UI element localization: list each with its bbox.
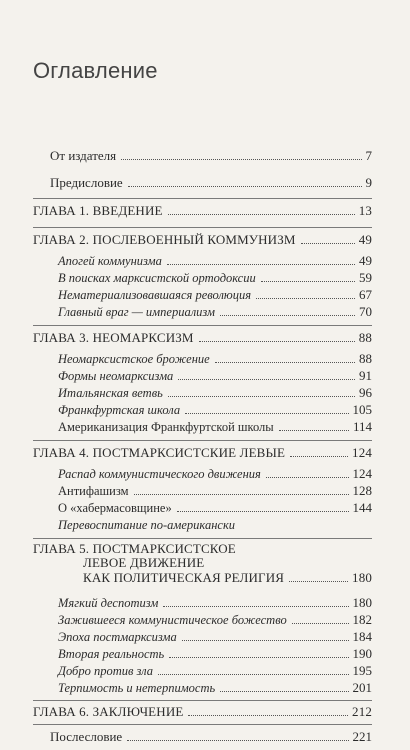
leader-dots [177, 511, 349, 512]
toc-entry-section[interactable] [58, 500, 372, 516]
toc-entry-section[interactable] [58, 351, 372, 367]
entry-title: Апогей коммунизма [58, 254, 162, 268]
entry-title: ГЛАВА 4. ПОСТМАРКСИСТСКИЕ ЛЕВЫЕ [33, 445, 286, 460]
entry-title: Перевоспитание по-американски [58, 518, 236, 532]
entry-page: 7 [365, 148, 372, 163]
entry-title: ГЛАВА 2. ПОСЛЕВОЕННЫЙ КОММУНИЗМ [33, 232, 296, 247]
leader-dots [290, 456, 348, 457]
toc-entry-section[interactable] [58, 483, 372, 499]
section-divider [33, 724, 372, 725]
toc-heading: Оглавление [33, 58, 158, 83]
entry-page: 184 [352, 629, 372, 644]
entry-page: 190 [352, 646, 372, 661]
entry-page: 180 [352, 570, 372, 585]
entry-title: Нематериализовавшаяся революция [58, 288, 252, 302]
toc-entry-section[interactable] [58, 663, 372, 679]
toc-entry-chapter-2[interactable] [33, 232, 372, 248]
entry-page: 96 [359, 385, 372, 400]
leader-dots [188, 715, 348, 716]
toc-entry-chapter-3[interactable] [33, 330, 372, 346]
entry-page: 67 [359, 287, 372, 302]
toc-entry-section[interactable] [58, 304, 372, 320]
leader-dots [266, 477, 349, 478]
leader-dots [167, 264, 355, 265]
toc-entry-section[interactable] [58, 629, 372, 645]
entry-page: 182 [352, 612, 372, 627]
entry-title: Франкфуртская школа [58, 403, 181, 417]
leader-dots [220, 315, 355, 316]
entry-title: От издателя [50, 148, 117, 163]
leader-dots [134, 494, 349, 495]
toc-entry-chapter-6[interactable] [33, 704, 372, 720]
entry-page: 91 [359, 368, 372, 383]
entry-title: ГЛАВА 1. ВВЕДЕНИЕ [33, 203, 163, 218]
entry-title: Предисловие [50, 175, 123, 190]
toc-entry-section[interactable] [58, 612, 372, 628]
section-divider [33, 538, 372, 539]
entry-page: 13 [358, 203, 372, 218]
entry-title: Вторая реальность [58, 647, 165, 661]
toc-entry-chapter-4[interactable] [33, 445, 372, 461]
toc-entry-front-publisher[interactable] [50, 148, 372, 164]
entry-title: Формы неомарксизма [58, 369, 174, 383]
toc-entry-chapter-5[interactable] [33, 542, 372, 586]
leader-dots [121, 159, 361, 160]
leader-dots [128, 186, 362, 187]
toc-entry-section[interactable] [58, 270, 372, 286]
toc-entry-section[interactable] [58, 466, 372, 482]
entry-page: 212 [352, 704, 372, 719]
section-divider [33, 198, 372, 199]
entry-title: Мягкий деспотизм [58, 596, 159, 610]
leader-dots [220, 691, 348, 692]
entry-title: Зажившееся коммунистическое божество [58, 613, 287, 627]
toc-entry-section[interactable] [58, 646, 372, 662]
entry-title-line: ГЛАВА 5. ПОСТМАРКСИСТСКОЕ [33, 541, 236, 556]
toc-entry-section[interactable] [58, 419, 372, 435]
entry-page: 114 [352, 419, 372, 434]
entry-title: Распад коммунистического движения [58, 467, 261, 481]
entry-title: Итальянская ветвь [58, 386, 163, 400]
entry-title: Добро против зла [58, 664, 153, 678]
leader-dots [292, 623, 349, 624]
leader-dots [279, 430, 349, 431]
toc-entry-section[interactable] [58, 402, 372, 418]
entry-page: 49 [358, 232, 372, 247]
toc-entry-chapter-1[interactable] [33, 203, 372, 219]
entry-title-line: ЛЕВОЕ ДВИЖЕНИЕ [83, 555, 205, 570]
entry-page: 88 [359, 351, 372, 366]
entry-page: 105 [352, 402, 372, 417]
entry-page: 59 [359, 270, 372, 285]
entry-page: 88 [358, 330, 372, 345]
entry-title: Эпоха постмарксизма [58, 630, 177, 644]
entry-page: 70 [359, 304, 372, 319]
leader-dots [261, 281, 355, 282]
leader-dots [182, 640, 349, 641]
entry-title: ГЛАВА 3. НЕОМАРКСИЗМ [33, 330, 194, 345]
entry-title: Неомарксистское брожение [58, 352, 210, 366]
section-divider [33, 325, 372, 326]
toc-entry-section[interactable] [58, 680, 372, 696]
entry-title: ГЛАВА 6. ЗАКЛЮЧЕНИЕ [33, 704, 184, 719]
entry-page: 195 [352, 663, 372, 678]
leader-dots [256, 298, 355, 299]
entry-title: Американизация Франкфуртской школы [58, 420, 274, 434]
leader-dots [185, 413, 348, 414]
entry-page: 180 [352, 595, 372, 610]
toc-entry-section[interactable] [58, 517, 372, 533]
leader-dots [199, 341, 355, 342]
toc-entry-afterword[interactable] [50, 729, 372, 745]
leader-dots [127, 740, 348, 741]
leader-dots [163, 606, 348, 607]
leader-dots [289, 581, 348, 582]
entry-title: Послесловие [50, 729, 123, 744]
entry-page: 49 [359, 253, 372, 268]
entry-title: Терпимость и нетерпимость [58, 681, 216, 695]
leader-dots [169, 657, 348, 658]
leader-dots [168, 214, 355, 215]
toc-entry-section[interactable] [58, 595, 372, 611]
entry-page: 9 [365, 175, 372, 190]
leader-dots [215, 362, 355, 363]
entry-title: Антифашизм [58, 484, 129, 498]
entry-title: О «хабермасовщине» [58, 501, 172, 515]
entry-page: 221 [352, 729, 372, 744]
toc-entry-section[interactable] [58, 253, 372, 269]
leader-dots [301, 243, 355, 244]
section-divider [33, 440, 372, 441]
entry-page: 124 [352, 466, 372, 481]
leader-dots [178, 379, 355, 380]
entry-title: Главный враг — империализм [58, 305, 215, 319]
toc-entry-section[interactable] [58, 385, 372, 401]
entry-title: В поисках марксистской ортодоксии [58, 271, 256, 285]
leader-dots [168, 396, 355, 397]
entry-page: 128 [352, 483, 372, 498]
entry-page: 144 [352, 500, 372, 515]
section-divider [33, 227, 372, 228]
entry-title-line: КАК ПОЛИТИЧЕСКАЯ РЕЛИГИЯ [83, 570, 285, 585]
toc-entry-front-preface[interactable] [50, 175, 372, 191]
leader-dots [158, 674, 349, 675]
toc-entry-section[interactable] [58, 287, 372, 303]
toc-entry-section[interactable] [58, 368, 372, 384]
entry-page: 201 [352, 680, 372, 695]
entry-page: 124 [352, 445, 372, 460]
section-divider [33, 700, 372, 701]
